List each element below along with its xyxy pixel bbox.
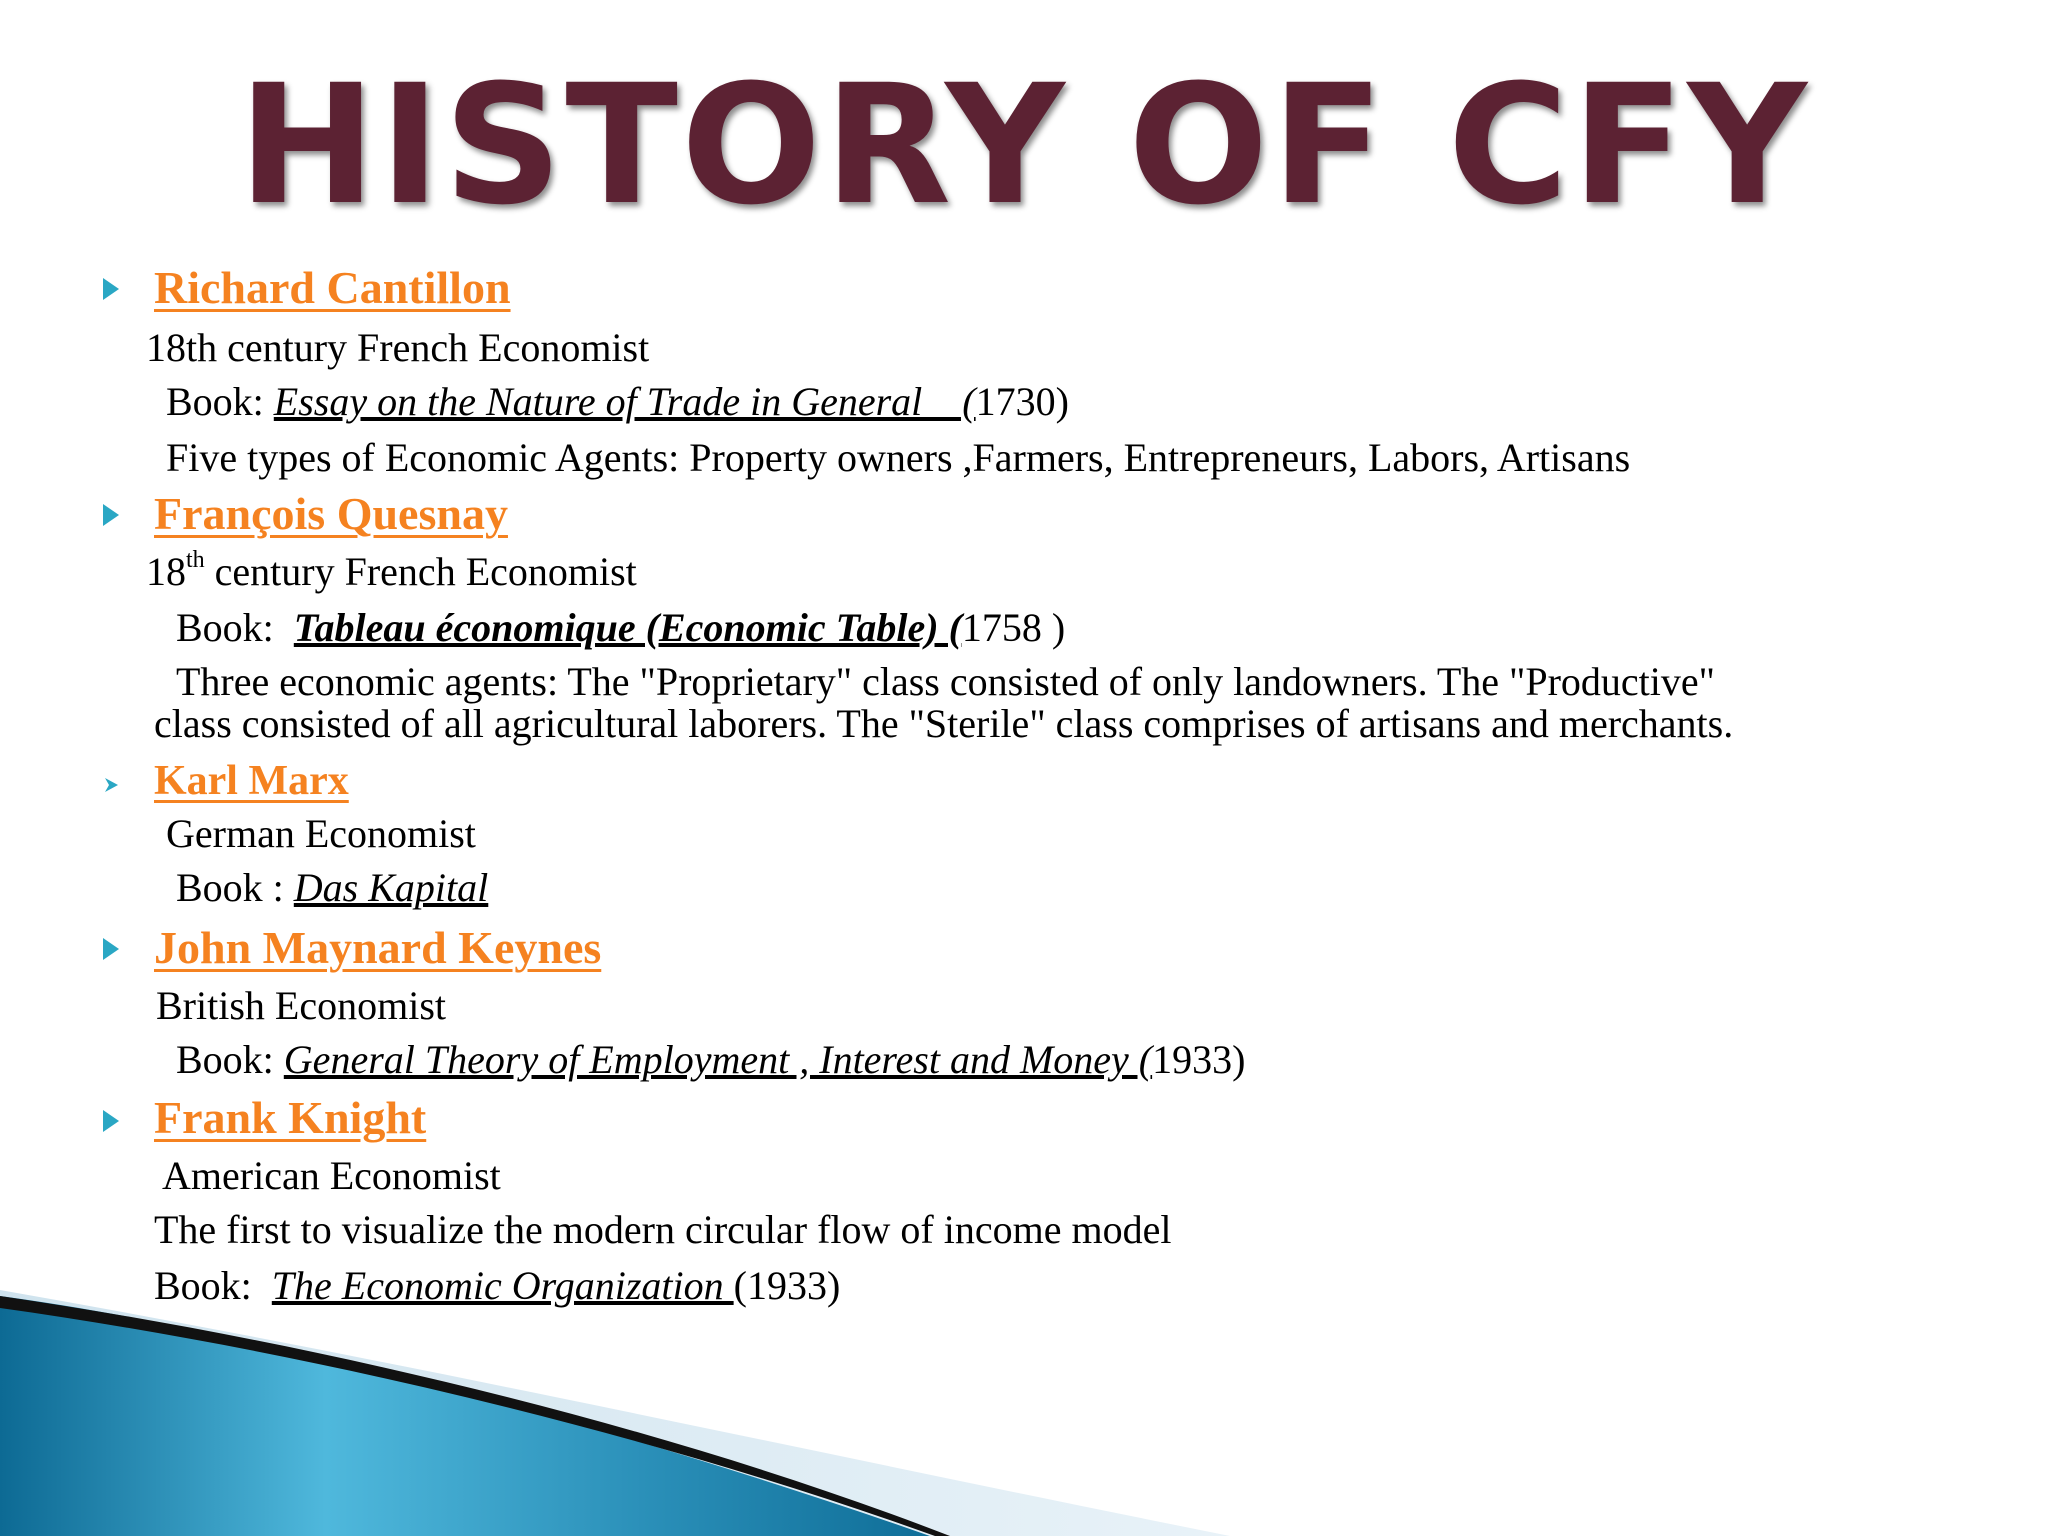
book-title: Tableau économique (Economic Table) ( xyxy=(293,605,962,650)
book-year: 1758 ) xyxy=(961,605,1066,650)
economist-name-keynes[interactable]: John Maynard Keynes xyxy=(154,922,602,973)
keynes-book xyxy=(176,1038,1245,1082)
page-title: HISTORY OF CFY xyxy=(238,49,1810,241)
book-year: 1933) xyxy=(1152,1037,1246,1082)
cantillon-agents: Five types of Economic Agents: Property owners ,Farmers, Entrepreneurs, Labors, Artisans xyxy=(166,435,1631,480)
book-year: (1933) xyxy=(733,1263,841,1308)
origin-superscript: th xyxy=(186,546,205,573)
knight-note: The first to visualize the modern circular flow of income model xyxy=(154,1207,1172,1252)
cantillon-book xyxy=(166,380,1069,424)
book-title: Essay on the Nature of Trade in General ( xyxy=(273,379,976,424)
economist-name-quesnay[interactable]: François Quesnay xyxy=(154,488,508,539)
book-title: Das Kapital xyxy=(293,865,489,910)
book-title: General Theory of Employment , Interest and Money ( xyxy=(283,1037,1153,1082)
book-title: The Economic Organization xyxy=(271,1263,734,1308)
economist-name-cantillon[interactable]: Richard Cantillon xyxy=(154,262,511,313)
economist-name-knight[interactable]: Frank Knight xyxy=(154,1092,427,1143)
book-prefix: Book: xyxy=(176,605,294,650)
quesnay-agents-line-2: class consisted of all agricultural laborers. The "Sterile" class comprises of artisans and merchants. xyxy=(154,701,1734,746)
origin-number: 18 xyxy=(146,549,186,594)
book-prefix: Book: xyxy=(176,1037,284,1082)
marx-book xyxy=(176,866,488,910)
quesnay-origin xyxy=(146,546,637,594)
quesnay-book xyxy=(176,606,1065,650)
quesnay-agents-line-1: Three economic agents: The "Proprietary" class consisted of only landowners. The "Productive" xyxy=(176,659,1715,704)
marx-origin: German Economist xyxy=(166,811,476,856)
arrowhead-right-icon xyxy=(102,772,124,798)
keynes-origin: British Economist xyxy=(156,983,446,1028)
knight-book xyxy=(154,1264,840,1308)
triangle-right-icon xyxy=(100,502,122,528)
book-year: 1730) xyxy=(975,379,1069,424)
book-prefix: Book : xyxy=(176,865,294,910)
book-prefix: Book: xyxy=(166,379,274,424)
triangle-right-icon xyxy=(100,1108,122,1134)
triangle-right-icon xyxy=(100,936,122,962)
triangle-right-icon xyxy=(100,276,122,302)
cantillon-origin: 18th century French Economist xyxy=(146,325,650,370)
knight-origin: American Economist xyxy=(162,1153,501,1198)
origin-rest: century French Economist xyxy=(204,549,637,594)
book-prefix: Book: xyxy=(154,1263,272,1308)
economist-name-marx[interactable]: Karl Marx xyxy=(154,758,349,804)
